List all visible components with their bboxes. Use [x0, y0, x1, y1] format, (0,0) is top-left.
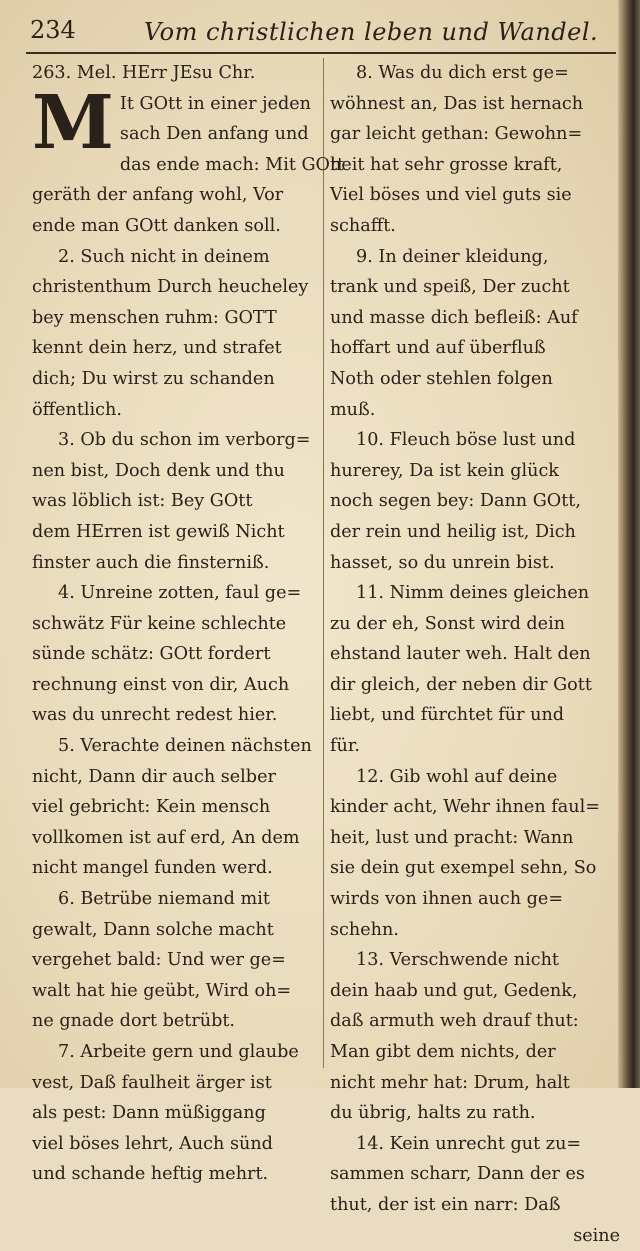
text-line: schafft. — [330, 215, 396, 236]
text-line: geräth der anfang wohl, Vor — [32, 185, 284, 206]
text-line: viel böses lehrt, Auch sünd — [32, 1133, 273, 1154]
verse-start: 4. Unreine zotten, faul ge= — [58, 583, 302, 604]
text-line: bey menschen ruhm: GOTT — [32, 307, 277, 328]
text-line: vest, Daß faulheit ärger ist — [32, 1072, 272, 1093]
text-line: It GOtt in einer jeden — [119, 93, 311, 114]
text-line: hasset, so du unrein bist. — [330, 552, 555, 573]
text-line: sünde schätz: GOtt fordert — [32, 644, 271, 665]
text-line: heit, lust und pracht: Wann — [330, 827, 574, 848]
verse-start: 6. Betrübe niemand mit — [58, 889, 270, 910]
right-column — [330, 58, 620, 1251]
text-line: gewalt, Dann solche macht — [32, 919, 274, 940]
text-line: und schande heftig mehrt. — [32, 1164, 269, 1185]
drop-cap-initial: M — [32, 79, 114, 166]
text-line: vergehet bald: Und wer ge= — [32, 950, 286, 971]
text-line: Man gibt dem nichts, der — [330, 1042, 556, 1062]
text-line: nicht, Dann dir auch selber — [32, 766, 276, 787]
text-line: Noth oder stehlen folgen — [330, 368, 553, 389]
text-line: ende man GOtt danken soll. — [32, 215, 281, 236]
text-line: rechnung einst von dir, Auch — [32, 674, 290, 695]
page-header — [26, 12, 616, 54]
text-line: schehn. — [330, 919, 399, 940]
text-line: sie dein gut exempel sehn, So — [330, 858, 597, 879]
text-line: nen bist, Doch denk und thu — [32, 460, 285, 481]
text-line: vollkomen ist auf erd, An dem — [32, 827, 300, 848]
text-line: viel gebricht: Kein mensch — [32, 797, 271, 818]
verse-start: 13. Verschwende nicht — [356, 950, 559, 971]
running-title: Vom christlichen leben und Wandel. — [144, 18, 599, 46]
hymn-heading: 263. Mel. HErr JEsu Chr. — [32, 63, 256, 83]
text-line: muß. — [330, 399, 376, 420]
verse-start: 7. Arbeite gern und glaube — [58, 1042, 299, 1062]
verse-start: 10. Fleuch böse lust und — [356, 430, 576, 451]
text-line: für. — [330, 736, 360, 757]
text-line: walt hat hie geübt, Wird oh= — [32, 980, 292, 1001]
text-line: wöhnest an, Das ist hernach — [330, 93, 584, 114]
text-line: und masse dich befleiß: Auf — [330, 307, 578, 328]
text-line: kinder acht, Wehr ihnen faul= — [330, 797, 600, 818]
text-line: hurerey, Da ist kein glück — [330, 460, 559, 481]
verse-start: 3. Ob du schon im verborg= — [58, 430, 311, 451]
text-line: nicht mehr hat: Drum, halt — [330, 1072, 570, 1093]
text-line: was du unrecht redest hier. — [32, 705, 278, 726]
book-gutter — [618, 0, 640, 1088]
verse-start: 2. Such nicht in deinem — [58, 246, 270, 267]
verse-start: 14. Kein unrecht gut zu= — [356, 1133, 582, 1154]
text-line: sammen scharr, Dann der es — [330, 1164, 585, 1185]
verse-start: 12. Gib wohl auf deine — [356, 766, 558, 787]
text-line: finster auch die finsterniß. — [32, 552, 270, 573]
text-line: hoffart und auf überfluß — [330, 338, 546, 359]
text-line: christenthum Durch heucheley — [32, 277, 309, 298]
text-line: der rein und heilig ist, Dich — [330, 521, 576, 542]
text-line: als pest: Dann müßiggang — [32, 1103, 266, 1124]
text-line: liebt, und fürchtet für und — [330, 705, 565, 726]
text-line: gar leicht gethan: Gewohn= — [330, 124, 583, 145]
verse-start: 9. In deiner kleidung, — [356, 246, 549, 267]
text-line: heit hat sehr grosse kraft, — [330, 154, 563, 175]
text-line: dein haab und gut, Gedenk, — [330, 980, 578, 1001]
text-line: daß armuth weh drauf thut: — [330, 1011, 579, 1032]
left-column — [32, 58, 345, 1190]
page-number: 234 — [30, 16, 76, 44]
text-line: zu der eh, Sonst wird dein — [330, 613, 566, 634]
text-line: öffentlich. — [32, 399, 122, 420]
text-line: dir gleich, der neben dir Gott — [330, 674, 592, 695]
catchword: seine — [573, 1225, 620, 1246]
text-line: noch segen bey: Dann GOtt, — [330, 491, 581, 512]
text-line: trank und speiß, Der zucht — [330, 277, 570, 298]
text-line: ne gnade dort betrübt. — [32, 1011, 236, 1032]
text-line: dich; Du wirst zu schanden — [32, 368, 275, 389]
text-line: schwätz Für keine schlechte — [32, 613, 287, 634]
text-line: das ende mach: Mit GOtt — [119, 154, 345, 175]
verse-start: 5. Verachte deinen nächsten — [58, 736, 312, 757]
text-line: Viel böses und viel guts sie — [330, 185, 572, 206]
text-line: sach Den anfang und — [119, 124, 309, 145]
text-line: kennt dein herz, und strafet — [32, 338, 282, 359]
text-line: nicht mangel funden werd. — [32, 858, 273, 879]
text-line: ehstand lauter weh. Halt den — [330, 644, 591, 665]
text-line: thut, der ist ein narr: Daß — [330, 1194, 561, 1215]
column-divider — [323, 58, 324, 1068]
verse-start: 8. Was du dich erst ge= — [356, 63, 569, 83]
text-line: dem HErren ist gewiß Nicht — [32, 521, 285, 542]
text-line: wirds von ihnen auch ge= — [330, 889, 564, 910]
text-line: du übrig, halts zu rath. — [330, 1103, 536, 1124]
verse-start: 11. Nimm deines gleichen — [356, 583, 590, 604]
text-line: was löblich ist: Bey GOtt — [32, 491, 253, 512]
